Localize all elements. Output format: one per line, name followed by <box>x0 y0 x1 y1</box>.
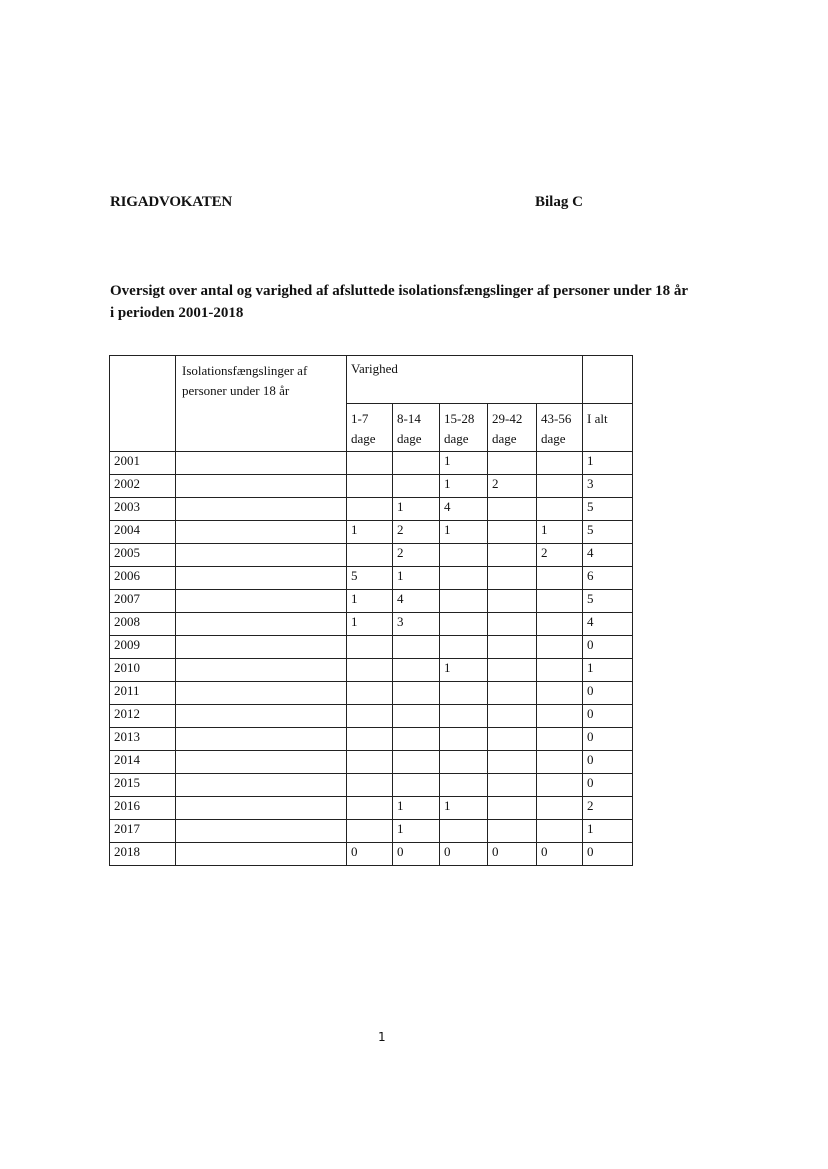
duration-cell-d5 <box>537 797 583 820</box>
year-cell: 2002 <box>110 475 176 498</box>
year-cell: 2012 <box>110 705 176 728</box>
isolation-cell <box>176 659 347 682</box>
duration-cell-d4: 0 <box>488 843 537 866</box>
duration-cell-d4 <box>488 636 537 659</box>
page-number: 1 <box>378 1030 386 1044</box>
isolation-cell <box>176 613 347 636</box>
total-cell: 5 <box>583 590 633 613</box>
total-cell: 0 <box>583 751 633 774</box>
duration-cell-d3 <box>440 682 488 705</box>
duration-cell-d3: 4 <box>440 498 488 521</box>
table-row <box>110 452 633 475</box>
duration-cell-d2 <box>393 682 440 705</box>
duration-cell-d1 <box>347 498 393 521</box>
duration-cell-d3 <box>440 613 488 636</box>
isolation-cell <box>176 797 347 820</box>
duration-cell-d5 <box>537 820 583 843</box>
isolation-cell <box>176 843 347 866</box>
header-duration-label: Varighed <box>351 361 398 376</box>
header-duration-cell <box>347 356 583 404</box>
isolation-cell <box>176 705 347 728</box>
table-row <box>110 682 633 705</box>
isolation-cell <box>176 544 347 567</box>
duration-cell-d4 <box>488 613 537 636</box>
total-cell: 5 <box>583 498 633 521</box>
isolation-cell <box>176 567 347 590</box>
duration-cell-d4 <box>488 728 537 751</box>
duration-cell-d3 <box>440 636 488 659</box>
duration-cell-d3: 1 <box>440 797 488 820</box>
total-cell: 0 <box>583 843 633 866</box>
table-row <box>110 590 633 613</box>
duration-cell-d1: 1 <box>347 613 393 636</box>
duration-cell-d1 <box>347 475 393 498</box>
table-header-row-1 <box>110 356 633 404</box>
duration-cell-d3 <box>440 751 488 774</box>
header-total: I alt <box>583 404 633 452</box>
table-row <box>110 613 633 636</box>
duration-cell-d2: 1 <box>393 820 440 843</box>
isolation-cell <box>176 452 347 475</box>
document-title: Oversigt over antal og varighed af afsluttede isolationsfængslinger af personer under 18 år i perioden 2001-2018 <box>110 283 688 321</box>
table-row <box>110 498 633 521</box>
total-cell: 6 <box>583 567 633 590</box>
duration-cell-d3: 0 <box>440 843 488 866</box>
duration-cell-d4 <box>488 498 537 521</box>
duration-cell-d5 <box>537 751 583 774</box>
duration-cell-d4 <box>488 659 537 682</box>
duration-cell-d2 <box>393 452 440 475</box>
duration-cell-d3 <box>440 774 488 797</box>
table-row <box>110 820 633 843</box>
duration-cell-d1: 1 <box>347 521 393 544</box>
year-cell: 2009 <box>110 636 176 659</box>
year-cell: 2013 <box>110 728 176 751</box>
year-cell: 2003 <box>110 498 176 521</box>
total-cell: 0 <box>583 682 633 705</box>
duration-cell-d3: 1 <box>440 659 488 682</box>
total-cell: 0 <box>583 705 633 728</box>
duration-cell-d5 <box>537 452 583 475</box>
isolation-cell <box>176 774 347 797</box>
total-cell: 4 <box>583 544 633 567</box>
total-cell: 1 <box>583 659 633 682</box>
duration-cell-d4 <box>488 751 537 774</box>
duration-cell-d3: 1 <box>440 452 488 475</box>
duration-cell-d5 <box>537 774 583 797</box>
header-duration-3: 15-28 dage <box>440 404 488 452</box>
duration-cell-d1 <box>347 797 393 820</box>
header-duration-1: 1-7 dage <box>347 404 393 452</box>
duration-cell-d2 <box>393 751 440 774</box>
duration-cell-d2: 3 <box>393 613 440 636</box>
header-isolation-cell <box>176 356 347 452</box>
duration-cell-d1 <box>347 751 393 774</box>
duration-cell-d5 <box>537 705 583 728</box>
duration-cell-d5 <box>537 475 583 498</box>
table-row <box>110 636 633 659</box>
duration-cell-d3 <box>440 820 488 843</box>
duration-cell-d2: 2 <box>393 544 440 567</box>
table-row <box>110 728 633 751</box>
duration-cell-d1 <box>347 728 393 751</box>
header-blank-cell <box>583 356 633 404</box>
header-duration-4: 29-42 dage <box>488 404 537 452</box>
header-organization: RIGADVOKATEN <box>110 194 233 210</box>
isolation-cell <box>176 475 347 498</box>
table-row <box>110 544 633 567</box>
total-cell: 4 <box>583 613 633 636</box>
year-cell: 2006 <box>110 567 176 590</box>
duration-cell-d1 <box>347 452 393 475</box>
duration-cell-d4 <box>488 705 537 728</box>
duration-cell-d1: 1 <box>347 590 393 613</box>
duration-cell-d2: 1 <box>393 567 440 590</box>
duration-cell-d4 <box>488 820 537 843</box>
year-cell: 2018 <box>110 843 176 866</box>
total-cell: 3 <box>583 475 633 498</box>
header-duration-5: 43-56 dage <box>537 404 583 452</box>
total-cell: 0 <box>583 636 633 659</box>
duration-cell-d2: 1 <box>393 797 440 820</box>
isolation-cell <box>176 521 347 544</box>
year-cell: 2001 <box>110 452 176 475</box>
duration-cell-d4 <box>488 544 537 567</box>
year-cell: 2015 <box>110 774 176 797</box>
header-year-cell <box>110 356 176 452</box>
year-cell: 2005 <box>110 544 176 567</box>
duration-cell-d2 <box>393 475 440 498</box>
duration-cell-d2 <box>393 659 440 682</box>
duration-cell-d4: 2 <box>488 475 537 498</box>
table-row <box>110 567 633 590</box>
duration-cell-d5 <box>537 498 583 521</box>
total-cell: 1 <box>583 820 633 843</box>
duration-cell-d4 <box>488 452 537 475</box>
duration-cell-d3 <box>440 705 488 728</box>
duration-cell-d2: 0 <box>393 843 440 866</box>
total-cell: 0 <box>583 774 633 797</box>
isolation-table <box>109 355 633 866</box>
duration-cell-d5 <box>537 728 583 751</box>
duration-cell-d5 <box>537 567 583 590</box>
year-cell: 2011 <box>110 682 176 705</box>
duration-cell-d1: 0 <box>347 843 393 866</box>
isolation-cell <box>176 820 347 843</box>
duration-cell-d5 <box>537 682 583 705</box>
isolation-cell <box>176 751 347 774</box>
year-cell: 2017 <box>110 820 176 843</box>
table-row <box>110 751 633 774</box>
table-row <box>110 521 633 544</box>
header-duration-2: 8-14 dage <box>393 404 440 452</box>
duration-cell-d2 <box>393 636 440 659</box>
duration-cell-d4 <box>488 567 537 590</box>
duration-cell-d3 <box>440 567 488 590</box>
duration-cell-d1 <box>347 636 393 659</box>
year-cell: 2014 <box>110 751 176 774</box>
total-cell: 0 <box>583 728 633 751</box>
isolation-cell <box>176 682 347 705</box>
duration-cell-d1: 5 <box>347 567 393 590</box>
header-isolation-label: Isolationsfængslinger af personer under 18 år <box>182 363 308 398</box>
isolation-cell <box>176 590 347 613</box>
year-cell: 2008 <box>110 613 176 636</box>
duration-cell-d5 <box>537 613 583 636</box>
duration-cell-d1 <box>347 705 393 728</box>
table-row <box>110 797 633 820</box>
duration-cell-d5 <box>537 590 583 613</box>
total-cell: 1 <box>583 452 633 475</box>
total-cell: 5 <box>583 521 633 544</box>
duration-cell-d2 <box>393 705 440 728</box>
year-cell: 2004 <box>110 521 176 544</box>
duration-cell-d5: 0 <box>537 843 583 866</box>
duration-cell-d3: 1 <box>440 521 488 544</box>
table-row <box>110 659 633 682</box>
duration-cell-d1 <box>347 544 393 567</box>
duration-cell-d3 <box>440 590 488 613</box>
year-cell: 2016 <box>110 797 176 820</box>
duration-cell-d1 <box>347 659 393 682</box>
year-cell: 2007 <box>110 590 176 613</box>
duration-cell-d2: 2 <box>393 521 440 544</box>
table-row <box>110 843 633 866</box>
duration-cell-d1 <box>347 682 393 705</box>
duration-cell-d3 <box>440 728 488 751</box>
duration-cell-d1 <box>347 774 393 797</box>
isolation-cell <box>176 498 347 521</box>
duration-cell-d4 <box>488 797 537 820</box>
duration-cell-d2: 1 <box>393 498 440 521</box>
duration-cell-d4 <box>488 521 537 544</box>
duration-cell-d5: 2 <box>537 544 583 567</box>
table-row <box>110 705 633 728</box>
duration-cell-d3 <box>440 544 488 567</box>
table-row <box>110 774 633 797</box>
duration-cell-d3: 1 <box>440 475 488 498</box>
header-appendix-label: Bilag C <box>535 194 583 210</box>
duration-cell-d2 <box>393 774 440 797</box>
isolation-cell <box>176 728 347 751</box>
table-row <box>110 475 633 498</box>
duration-cell-d2: 4 <box>393 590 440 613</box>
year-cell: 2010 <box>110 659 176 682</box>
duration-cell-d4 <box>488 682 537 705</box>
isolation-cell <box>176 636 347 659</box>
duration-cell-d4 <box>488 774 537 797</box>
duration-cell-d5 <box>537 659 583 682</box>
duration-cell-d2 <box>393 728 440 751</box>
duration-cell-d1 <box>347 820 393 843</box>
duration-cell-d4 <box>488 590 537 613</box>
duration-cell-d5 <box>537 636 583 659</box>
duration-cell-d5: 1 <box>537 521 583 544</box>
total-cell: 2 <box>583 797 633 820</box>
